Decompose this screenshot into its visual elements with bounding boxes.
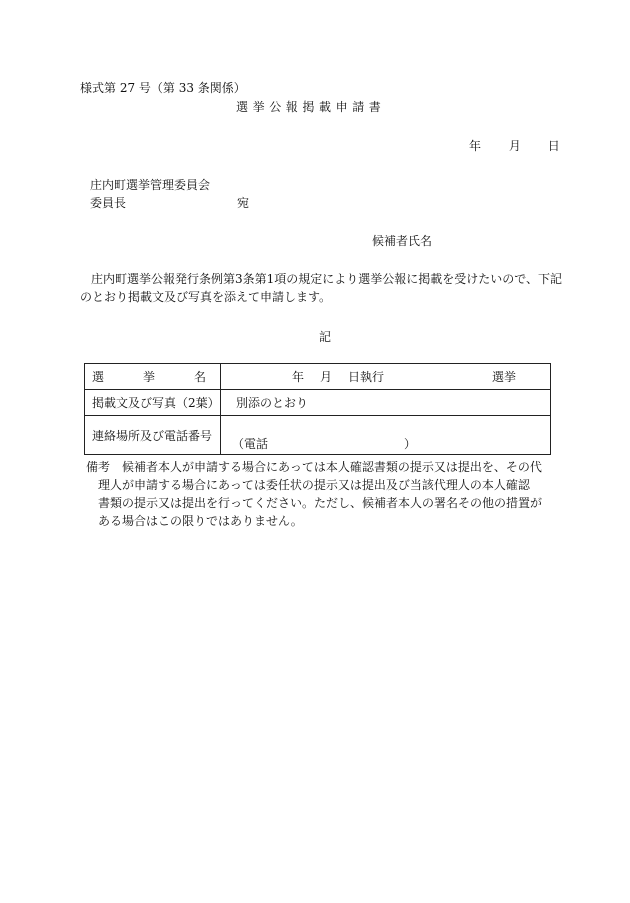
request-paragraph (80, 270, 563, 306)
request-line-2: のとおり掲載文及び写真を添えて申請します。 (80, 290, 332, 304)
remarks-text-1: 候補者本人が申請する場合にあっては本人確認書類の提示又は提出を、その代 (122, 460, 542, 474)
date-year: 年 (469, 139, 482, 153)
remarks-line-2: 理人が申請する場合にあっては委任状の提示又は提出及び当該代理人の本人確認 (98, 478, 530, 492)
materials-value[interactable] (221, 390, 551, 416)
election-day-exec: 日執行 (348, 370, 385, 384)
table-row-election (85, 364, 551, 390)
application-table (84, 363, 551, 455)
date-day: 日 (547, 139, 560, 153)
remarks (86, 458, 566, 530)
ki-heading: 記 (319, 330, 332, 344)
addressee-honorific: 宛 (237, 196, 250, 210)
contact-label: 連絡場所及び電話番号 (85, 416, 221, 455)
phone-close: ） (404, 437, 417, 451)
request-line-1: 庄内町選挙公報発行条例第3条第1項の規定により選挙公報に掲載を受けたいので、下記 (91, 272, 563, 286)
document-title: 選挙公報掲載申請書 (236, 100, 386, 114)
addressee-chair: 委員長 (90, 196, 127, 210)
materials-label: 掲載文及び写真（2葉） (85, 390, 221, 416)
label-char: 挙 (142, 370, 155, 384)
label-char: 名 (193, 370, 206, 384)
election-name-label (85, 364, 221, 390)
table-row-materials (85, 390, 551, 416)
remarks-heading: 備考 (86, 460, 111, 474)
remarks-line-1 (86, 458, 566, 476)
contact-field[interactable] (221, 416, 551, 455)
addressee-organization: 庄内町選挙管理委員会 (90, 178, 211, 192)
election-year: 年 (292, 370, 305, 384)
materials-text: 別添のとおり (236, 396, 309, 410)
date-line (469, 138, 560, 154)
candidate-name-label: 候補者氏名 (372, 234, 433, 248)
label-char: 選 (92, 370, 105, 384)
date-month: 月 (508, 139, 521, 153)
remarks-line-3: 書類の提示又は提出を行ってください。ただし、候補者本人の署名その他の措置が (98, 496, 543, 510)
election-month: 月 (320, 370, 333, 384)
election-suffix: 選挙 (492, 370, 517, 384)
election-name-field[interactable] (221, 364, 551, 390)
table-row-contact (85, 416, 551, 455)
form-number: 様式第 27 号（第 33 条関係） (80, 81, 246, 95)
phone-open: （電話 (232, 437, 269, 451)
remarks-line-4: ある場合はこの限りではありません。 (98, 514, 303, 528)
